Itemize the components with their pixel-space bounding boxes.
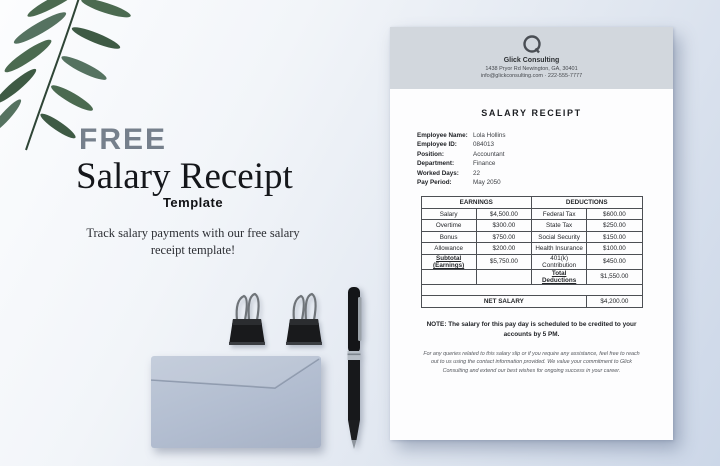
net-salary-row [421, 296, 642, 308]
employee-detail-row [417, 169, 673, 178]
table-header-row [421, 197, 642, 209]
deduction-label: Federal Tax [532, 208, 587, 220]
earning-label: Salary [421, 208, 476, 220]
company-address: 1438 Pryor Rd Newington, GA, 30401 [485, 65, 578, 72]
payment-note: NOTE: The salary for this pay day is scheduled to be credited to your accounts by 5 PM. [426, 320, 637, 338]
earning-amount: $300.00 [476, 220, 531, 232]
field-label: Employee Name: [417, 132, 468, 139]
table-row [421, 220, 642, 232]
company-contact: info@glickconsulting.com · 222-555-7777 [480, 73, 583, 79]
deduction-label: Social Security [532, 231, 587, 243]
deduction-amount: $100.00 [587, 243, 642, 255]
company-logo-icon [521, 34, 543, 56]
document-footer-note: For any queries related to this salary slip or if you require any assistance, feel free to reach out to us using the contact information provided. We value your commitment to Glick Consulting and extend our best wishes for ongoing success in your career. [423, 350, 640, 375]
binder-clip [282, 290, 326, 353]
employee-detail-row [417, 131, 673, 140]
net-salary-amount: $4,200.00 [587, 296, 642, 308]
document-letterhead [390, 27, 673, 89]
deduction-label: 401(k) Contribution [532, 254, 587, 269]
field-label: Position: [417, 150, 444, 158]
earning-label: Allowance [421, 243, 476, 255]
table-row [421, 243, 642, 255]
employee-detail-row [417, 140, 673, 149]
earnings-deductions-table [421, 196, 643, 308]
deduction-label: State Tax [532, 220, 587, 232]
field-value: May 2050 [473, 179, 501, 187]
field-label: Employee ID: [417, 141, 457, 149]
hero-tagline: Track salary payments with our free salary receipt template! [86, 225, 300, 257]
deduction-amount: $150.00 [587, 231, 642, 243]
empty-cell [476, 269, 531, 284]
hero-text-block [70, 123, 316, 259]
field-label: Department: [417, 160, 455, 168]
employee-detail-row [417, 150, 673, 159]
envelope [151, 356, 321, 448]
pen [341, 285, 367, 456]
field-value: Finance [473, 160, 496, 168]
field-label: Pay Period: [417, 179, 452, 187]
employee-detail-row [417, 178, 673, 187]
table-row [421, 231, 642, 243]
salary-receipt-document [390, 27, 673, 440]
document-title: SALARY RECEIPT [481, 108, 582, 118]
earning-amount: $4,500.00 [476, 208, 531, 220]
deduction-amount: $450.00 [587, 254, 642, 269]
employee-details [417, 131, 673, 187]
hero-free-label: FREE [79, 123, 168, 156]
earning-amount: $200.00 [476, 243, 531, 255]
field-value: Lola Hollins [473, 132, 506, 139]
field-value: 22 [473, 169, 481, 177]
net-salary-label: NET SALARY [421, 296, 587, 308]
empty-cell [421, 284, 642, 296]
deduction-label: Health Insurance [532, 243, 587, 255]
earning-label: Overtime [421, 220, 476, 232]
total-deductions-label: Total Deductions [532, 269, 587, 284]
field-label: Worked Days: [417, 169, 459, 177]
spacer-row [421, 284, 642, 296]
earnings-header: EARNINGS [421, 197, 532, 209]
total-deductions-amount: $1,550.00 [587, 269, 642, 284]
hero-subtitle: Template [162, 194, 224, 210]
binder-clip [225, 290, 269, 353]
earning-label: Bonus [421, 231, 476, 243]
deduction-amount: $600.00 [587, 208, 642, 220]
field-value: 084013 [473, 141, 495, 149]
employee-detail-row [417, 159, 673, 168]
earning-amount: $750.00 [476, 231, 531, 243]
table-row [421, 208, 642, 220]
subtotal-earnings-amount: $5,750.00 [476, 254, 531, 269]
empty-cell [421, 269, 476, 284]
hero-title: Salary Receipt [76, 156, 293, 197]
deduction-amount: $250.00 [587, 220, 642, 232]
table-row [421, 269, 642, 284]
company-name: Glick Consulting [503, 57, 560, 64]
deductions-header: DEDUCTIONS [532, 197, 643, 209]
field-value: Accountant [473, 150, 505, 158]
table-row [421, 254, 642, 269]
subtotal-earnings-label: Subtotal (Earnings) [421, 254, 476, 269]
